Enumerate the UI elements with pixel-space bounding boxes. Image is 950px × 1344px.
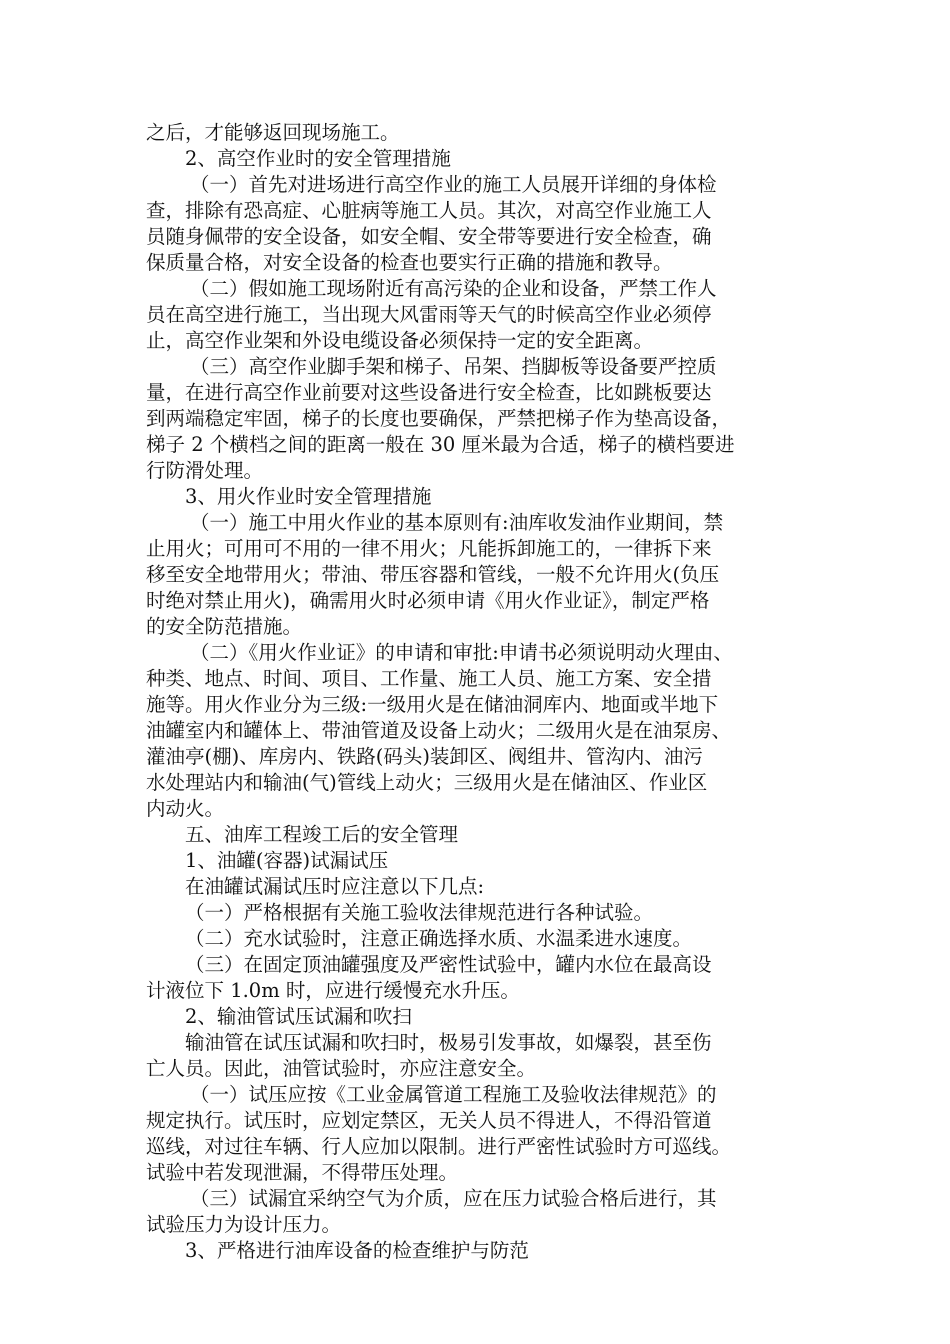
- text-line: 油罐室内和罐体上、带油管道及设备上动火；二级用火是在油泵房、: [146, 719, 732, 742]
- text-line: （一）首先对进场进行高空作业的施工人员展开详细的身体检: [190, 173, 717, 196]
- text-line: 试验中若发现泄漏，不得带压处理。: [146, 1161, 459, 1184]
- text-line: （二）《用火作业证》的申请和审批:申请书必须说明动火理由、: [190, 641, 733, 664]
- text-line: 亡人员。因此，油管试验时，亦应注意安全。: [146, 1057, 537, 1080]
- text-line: 试验压力为设计压力。: [146, 1213, 342, 1236]
- text-line: 止，高空作业架和外设电缆设备必须保持一定的安全距离。: [146, 329, 654, 352]
- text-line: （一）试压应按《工业金属管道工程施工及验收法律规范》的: [190, 1083, 717, 1106]
- document-body: [146, 120, 806, 1264]
- text-line: 内动火。: [146, 797, 225, 820]
- section-heading: 3、严格进行油库设备的检查维护与防范: [185, 1239, 529, 1262]
- text-line: 在油罐试漏试压时应注意以下几点:: [185, 875, 485, 898]
- text-line: 之后，才能够返回现场施工。: [146, 121, 400, 144]
- text-line: 的安全防范措施。: [146, 615, 303, 638]
- text-line: 规定执行。试压时，应划定禁区，无关人员不得进人，不得沿管道: [146, 1109, 712, 1132]
- text-line: 到两端稳定牢固，梯子的长度也要确保，严禁把梯子作为垫高设备，: [146, 407, 732, 430]
- text-line: 员在高空进行施工，当出现大风雷雨等天气的时候高空作业必须停: [146, 303, 712, 326]
- text-line: 巡线，对过往车辆、行人应加以限制。进行严密性试验时方可巡线。: [146, 1135, 732, 1158]
- section-heading: 1、油罐(容器)试漏试压: [185, 849, 389, 872]
- text-line: （一）施工中用火作业的基本原则有:油库收发油作业期间，禁: [190, 511, 724, 534]
- text-line: 计液位下 1.0m 时，应进行缓慢充水升压。: [146, 979, 520, 1002]
- text-line: （一）严格根据有关施工验收法律规范进行各种试验。: [185, 901, 654, 924]
- section-heading: 2、高空作业时的安全管理措施: [185, 147, 451, 170]
- text-line: 止用火；可用可不用的一律不用火；凡能拆卸施工的，一律拆下来: [146, 537, 712, 560]
- text-line: 水处理站内和输油(气)管线上动火；三级用火是在储油区、作业区: [146, 771, 708, 794]
- text-line: 时绝对禁止用火)，确需用火时必须申请《用火作业证》，制定严格: [146, 589, 710, 612]
- text-line: 员随身佩带的安全设备，如安全帽、安全带等要进行安全检查，确: [146, 225, 712, 248]
- text-line: 种类、地点、时间、项目、工作量、施工人员、施工方案、安全措: [146, 667, 712, 690]
- section-heading: 3、用火作业时安全管理措施: [185, 485, 432, 508]
- text-line: 行防滑处理。: [146, 459, 264, 482]
- section-heading: 2、输油管试压试漏和吹扫: [185, 1005, 412, 1028]
- text-line: 保质量合格，对安全设备的检查也要实行正确的措施和教导。: [146, 251, 673, 274]
- text-line: 查，排除有恐高症、心脏病等施工人员。其次，对高空作业施工人: [146, 199, 712, 222]
- text-line: （二）假如施工现场附近有高污染的企业和设备，严禁工作人: [190, 277, 717, 300]
- text-line: 梯子 2 个横档之间的距离一般在 30 厘米最为合适，梯子的横档要进: [146, 433, 735, 456]
- text-line: （三）在固定顶油罐强度及严密性试验中，罐内水位在最高设: [185, 953, 712, 976]
- text-line: 施等。用火作业分为三级:一级用火是在储油洞库内、地面或半地下: [146, 693, 719, 716]
- text-line: （三）试漏宜采纳空气为介质，应在压力试验合格后进行，其: [190, 1187, 717, 1210]
- section-heading: 五、油库工程竣工后的安全管理: [185, 823, 459, 846]
- text-line: （二）充水试验时，注意正确选择水质、水温柔进水速度。: [185, 927, 693, 950]
- text-line: 输油管在试压试漏和吹扫时，极易引发事故，如爆裂，甚至伤: [185, 1031, 712, 1054]
- text-line: 灌油亭(棚)、库房内、铁路(码头)装卸区、阀组井、管沟内、油污: [146, 745, 703, 768]
- text-line: 量，在进行高空作业前要对这些设备进行安全检查，比如跳板要达: [146, 381, 712, 404]
- text-line: 移至安全地带用火；带油、带压容器和管线，一般不允许用火(负压: [146, 563, 720, 586]
- text-line: （三）高空作业脚手架和梯子、吊架、挡脚板等设备要严控质: [190, 355, 717, 378]
